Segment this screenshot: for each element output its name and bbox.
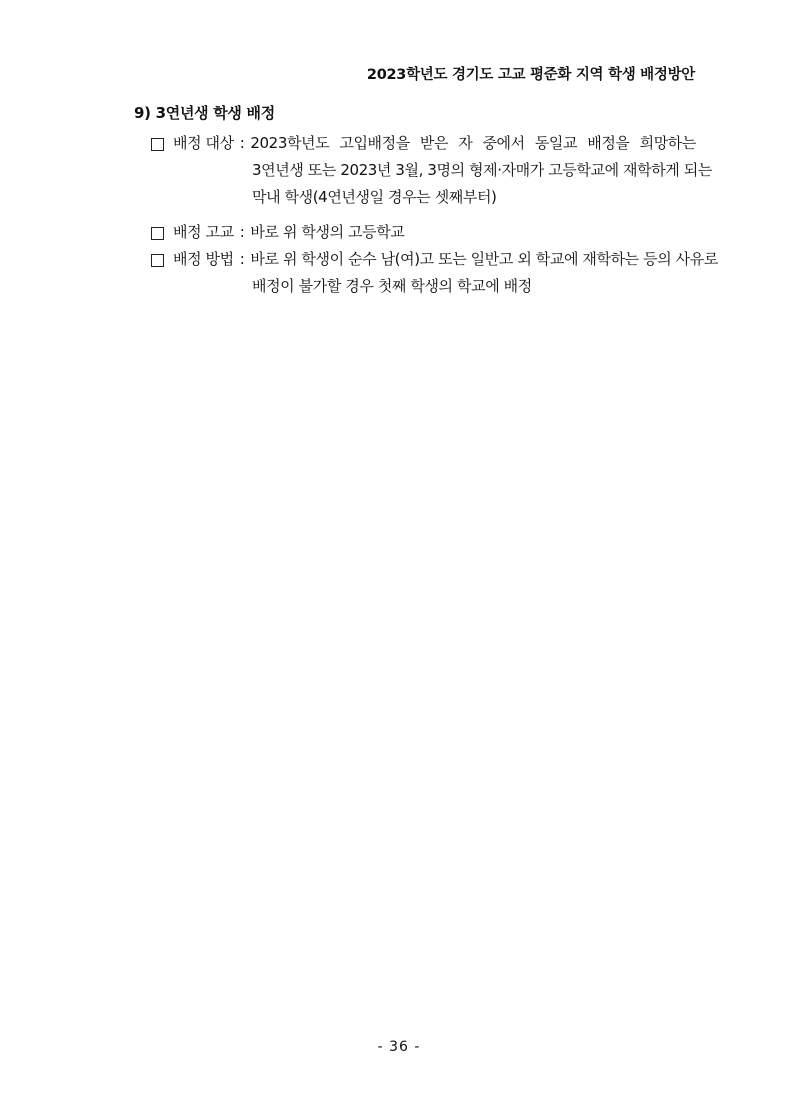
colon: : [239, 134, 245, 152]
item-target [151, 130, 712, 211]
page-number: - 36 - [377, 1039, 421, 1055]
item-text-line: 배정이 불가할 경우 첫째 학생의 학교에 배정 [252, 277, 532, 295]
item-text-line: 2023학년도 고입배정을 받은 자 중에서 동일교 배정을 희망하는 [250, 134, 696, 152]
checkbox-square-icon [151, 227, 164, 240]
item-text-line: 바로 위 학생의 고등학교 [250, 223, 405, 241]
item-text-line: 막내 학생(4연년생일 경우는 셋째부터) [252, 188, 497, 206]
item-school [151, 219, 696, 246]
colon: : [239, 223, 245, 241]
colon: : [239, 250, 245, 268]
checkbox-square-icon [151, 254, 164, 267]
item-label: 배정 고교 [173, 223, 234, 241]
item-label: 배정 방법 [173, 250, 234, 268]
page-header: 2023학년도 경기도 고교 평준화 지역 학생 배정방안 [366, 67, 695, 83]
checkbox-square-icon [151, 138, 164, 151]
item-method [151, 246, 718, 300]
section-title: 9) 3연년생 학생 배정 [134, 104, 275, 122]
item-text-line: 바로 위 학생이 순수 남(여)고 또는 일반고 외 학교에 재학하는 등의 사유로 [250, 250, 718, 268]
item-text-line: 3연년생 또는 2023년 3월, 3명의 형제·자매가 고등학교에 재학하게 되는 [252, 161, 712, 179]
item-label: 배정 대상 [173, 134, 234, 152]
